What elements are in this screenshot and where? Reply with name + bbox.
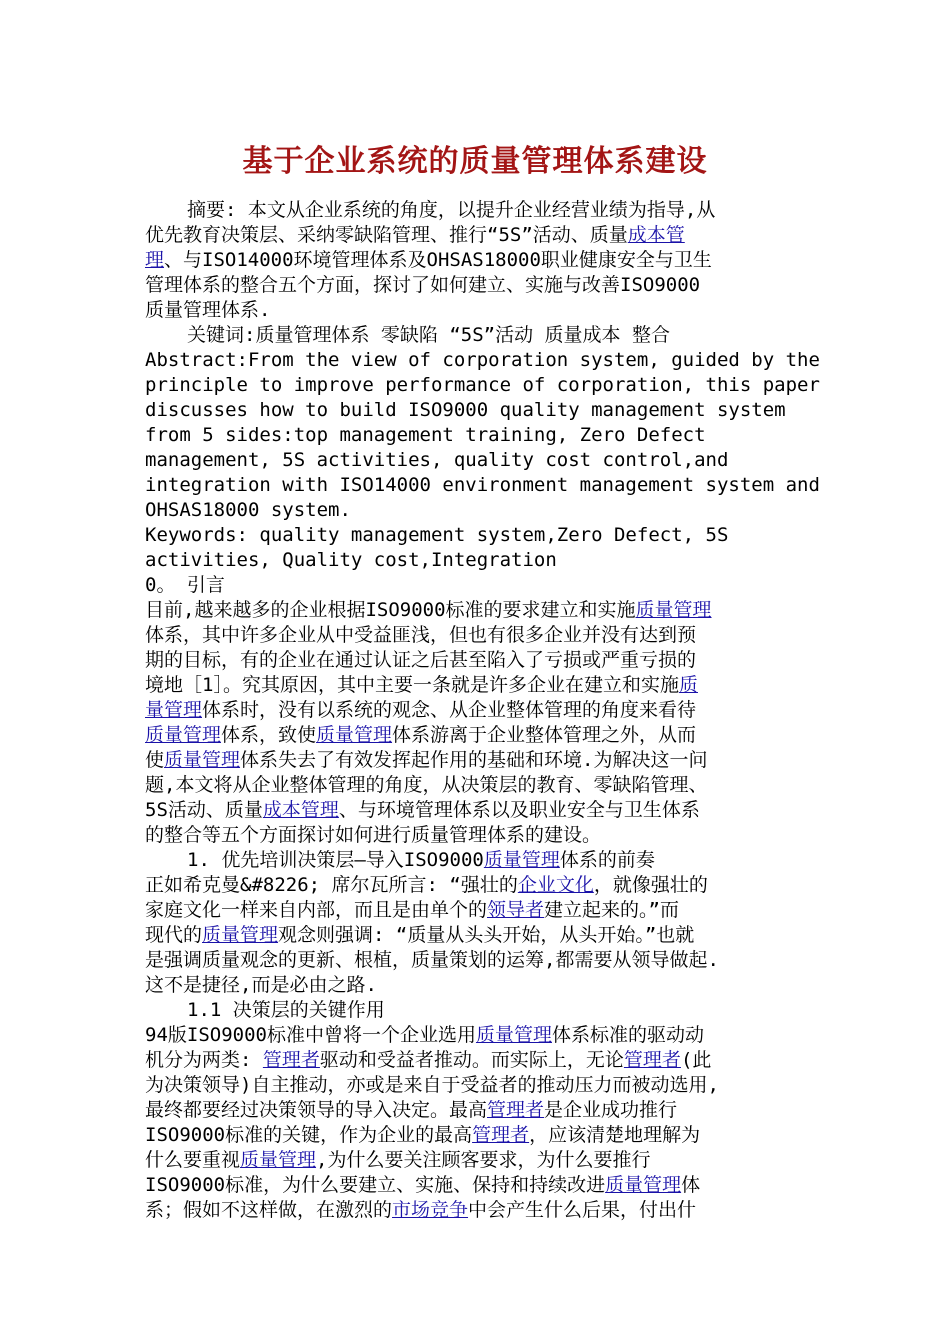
text-segment: 为决策领导)自主推动，亦或是来自于受益者的推动压力而被动选用,	[145, 1074, 719, 1096]
text-segment: 体系失去了有效发挥起作用的基础和环境.为解决这一问	[240, 749, 708, 771]
text-line	[145, 673, 810, 698]
hyperlink[interactable]: 质量管理	[240, 1149, 317, 1171]
text-segment: 什么要重视	[145, 1149, 241, 1171]
text-line	[145, 623, 810, 648]
text-segment: ISO9000标准的关键，作为企业的最高	[145, 1124, 473, 1146]
text-line	[145, 948, 810, 973]
hyperlink[interactable]: 质量管理	[145, 724, 222, 746]
text-line	[145, 523, 810, 548]
text-segment: principle to improve performance of corporation, this paper	[145, 374, 820, 396]
text-line	[145, 298, 810, 323]
text-segment: 建立起来的。”而	[544, 899, 679, 921]
text-line	[145, 473, 820, 498]
text-line	[145, 498, 810, 523]
text-segment: 是企业成功推行	[544, 1099, 678, 1121]
hyperlink[interactable]: 成本管	[627, 224, 685, 246]
text-segment: ,为什么要关注顾客要求，为什么要推行	[316, 1149, 651, 1171]
hyperlink[interactable]: 领导者	[487, 899, 545, 921]
text-line	[145, 1073, 810, 1098]
text-segment: 1.1 决策层的关键作用	[187, 999, 385, 1021]
text-segment: 、与ISO14000环境管理体系及OHSAS18000职业健康安全与卫生	[164, 249, 712, 271]
text-line	[145, 323, 810, 348]
text-segment: 题,本文将从企业整体管理的角度，从决策层的教育、零缺陷管理、	[145, 774, 708, 796]
text-segment: 摘要: 本文从企业系统的角度，以提升企业经营业绩为指导,从	[187, 199, 716, 221]
text-segment: ，应该清楚地理解为	[529, 1124, 701, 1146]
text-segment: 境地［1］。究其原因，其中主要一条就是许多企业在建立和实施	[145, 674, 679, 696]
text-segment: ISO9000标准，为什么要建立、实施、保持和持续改进	[145, 1174, 606, 1196]
text-segment: integration with ISO14000 environment management system and	[145, 474, 820, 496]
text-line	[145, 1148, 810, 1173]
text-line	[145, 1173, 810, 1198]
text-segment: 体系标准的驱动动	[551, 1024, 704, 1046]
text-line	[145, 548, 810, 573]
text-segment: (此	[680, 1049, 712, 1071]
text-segment: 、与环境管理体系以及职业安全与卫生体系	[338, 799, 700, 821]
text-line	[145, 648, 810, 673]
text-segment: activities, Quality cost,Integration	[145, 549, 557, 571]
text-segment: 体系，其中许多企业从中受益匪浅，但也有很多企业并没有达到预	[145, 624, 697, 646]
text-segment: 优先教育决策层、采纳零缺陷管理、推行“5S”活动、质量	[145, 224, 628, 246]
text-segment: 机分为两类:	[145, 1049, 263, 1071]
text-line	[145, 348, 820, 373]
text-line	[145, 1023, 810, 1048]
text-segment: 最终都要经过决策领导的导入决定。最高	[145, 1099, 488, 1121]
text-line	[145, 848, 810, 873]
text-segment: 的整合等五个方面探讨如何进行质量管理体系的建设。	[145, 824, 602, 846]
hyperlink[interactable]: 市场竞争	[392, 1199, 469, 1221]
hyperlink[interactable]: 质量管理	[164, 749, 241, 771]
text-line	[145, 198, 810, 223]
text-segment: 体系游离于企业整体管理之外，从而	[392, 724, 697, 746]
text-segment: 正如希克曼&#8226; 席尔瓦所言: “强壮的	[145, 874, 518, 896]
text-line	[145, 748, 810, 773]
text-segment: 质量管理体系.	[145, 299, 271, 321]
text-segment: 期的目标，有的企业在通过认证之后甚至陷入了亏损或严重亏损的	[145, 649, 697, 671]
hyperlink[interactable]: 管理者	[262, 1049, 320, 1071]
text-line	[145, 973, 810, 998]
hyperlink[interactable]: 质量管理	[202, 924, 279, 946]
text-line	[145, 898, 810, 923]
text-segment: 0。 引言	[145, 574, 225, 596]
hyperlink[interactable]: 成本管理	[262, 799, 339, 821]
text-segment: 驱动和受益者推动。而实际上，无论	[319, 1049, 624, 1071]
text-segment: 现代的	[145, 924, 203, 946]
document-title: 基于企业系统的质量管理体系建设	[242, 144, 708, 179]
text-line	[145, 798, 810, 823]
text-segment: 观念则强调: “质量从头头开始，从头开始。”也就	[278, 924, 695, 946]
text-line	[145, 998, 810, 1023]
text-segment: 家庭文化一样来自内部，而且是由单个的	[145, 899, 488, 921]
text-segment: 管理体系的整合五个方面，探讨了如何建立、实施与改善ISO9000	[145, 274, 701, 296]
text-segment: ，就像强壮的	[593, 874, 708, 896]
text-line	[145, 1048, 810, 1073]
text-segment: 是强调质量观念的更新、根植，质量策划的运筹,都需要从领导做起.	[145, 949, 719, 971]
text-line	[145, 698, 810, 723]
text-line	[145, 1098, 810, 1123]
text-line	[145, 573, 810, 598]
text-line	[145, 773, 810, 798]
text-line	[145, 423, 810, 448]
text-segment: 这不是捷径,而是必由之路.	[145, 974, 377, 996]
hyperlink[interactable]: 理	[145, 249, 165, 271]
text-segment: 体系，致使	[221, 724, 317, 746]
text-line	[145, 1198, 810, 1223]
text-segment: Abstract:From the view of corporation system, guided by the	[145, 349, 820, 371]
text-segment: 使	[145, 749, 165, 771]
text-segment: discusses how to build ISO9000 quality management system	[145, 399, 786, 421]
text-line	[145, 273, 810, 298]
hyperlink[interactable]: 质量管理	[475, 1024, 552, 1046]
text-segment: Keywords: quality management system,Zero Defect, 5S	[145, 524, 729, 546]
text-segment: OHSAS18000 system.	[145, 499, 351, 521]
text-segment: 关键词:质量管理体系 零缺陷 “5S”活动 质量成本 整合	[187, 324, 670, 346]
hyperlink[interactable]: 质量管理	[316, 724, 393, 746]
text-line	[145, 823, 810, 848]
text-segment: 5S活动、质量	[145, 799, 263, 821]
text-line	[145, 248, 810, 273]
text-segment: 94版ISO9000标准中曾将一个企业选用	[145, 1024, 476, 1046]
text-segment: 1. 优先培训决策层—导入ISO9000	[187, 849, 484, 871]
hyperlink[interactable]: 质量管理	[605, 1174, 682, 1196]
text-line	[145, 1123, 810, 1148]
text-segment: 目前,越来越多的企业根据ISO9000标准的要求建立和实施	[145, 599, 636, 621]
text-line	[145, 398, 810, 423]
hyperlink[interactable]: 量管理	[145, 699, 203, 721]
text-line	[145, 223, 810, 248]
text-segment: 中会产生什么后果，付出什	[468, 1199, 697, 1221]
text-line	[145, 723, 810, 748]
hyperlink[interactable]: 管理者	[472, 1124, 530, 1146]
document-body	[145, 198, 820, 1223]
text-segment: 体系时，没有以系统的观念、从企业整体管理的角度来看待	[202, 699, 697, 721]
text-segment: management, 5S activities, quality cost control,and	[145, 449, 729, 471]
hyperlink[interactable]: 质量管理	[635, 599, 712, 621]
hyperlink[interactable]: 企业文化	[517, 874, 594, 896]
hyperlink[interactable]: 质量管理	[483, 849, 560, 871]
text-line	[145, 448, 810, 473]
text-line	[145, 923, 810, 948]
hyperlink[interactable]: 质	[678, 674, 698, 696]
hyperlink[interactable]: 管理者	[487, 1099, 545, 1121]
hyperlink[interactable]: 管理者	[623, 1049, 681, 1071]
text-segment: 体	[681, 1174, 701, 1196]
text-segment: 系；假如不这样做，在激烈的	[145, 1199, 393, 1221]
text-segment: 体系的前奏	[559, 849, 655, 871]
text-line	[145, 373, 820, 398]
text-line	[145, 873, 810, 898]
text-line	[145, 598, 810, 623]
text-segment: from 5 sides:top management training, Zero Defect	[145, 424, 706, 446]
